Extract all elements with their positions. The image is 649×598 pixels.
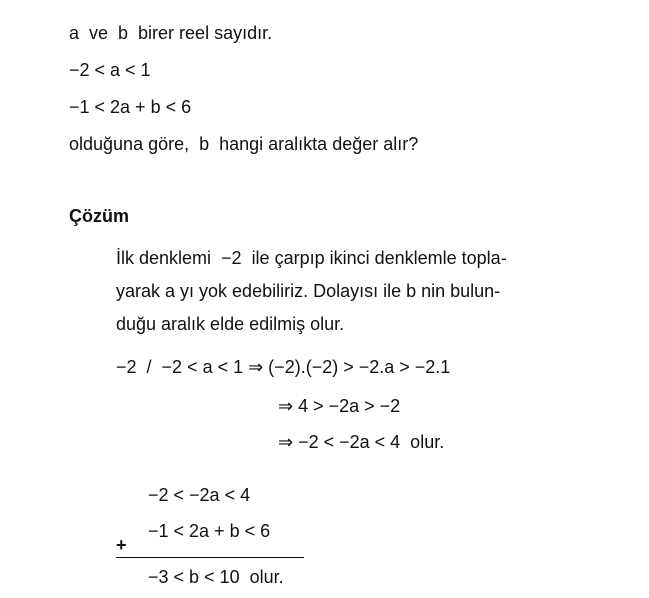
problem-line-1: a ve b birer reel sayıdır. (69, 23, 273, 43)
equation-step-3: ⇒ −2 < −2a < 4 olur. (278, 432, 445, 452)
solution-paragraph-line-1: İlk denklemi −2 ile çarpıp ikinci denklemle topla- (116, 248, 507, 268)
problem-inequality-2: −1 < 2a + b < 6 (69, 97, 192, 117)
sum-result: −3 < b < 10 olur. (148, 567, 284, 587)
problem-inequality-1: −2 < a < 1 (69, 60, 151, 80)
solution-title: Çözüm (69, 206, 129, 226)
problem-question: olduğuna göre, b hangi aralıkta değer alır? (69, 134, 419, 154)
solution-paragraph-line-3: duğu aralık elde edilmiş olur. (116, 314, 345, 334)
sum-inequality-1: −2 < −2a < 4 (148, 485, 251, 505)
plus-operator: + (116, 535, 127, 555)
sum-inequality-2: −1 < 2a + b < 6 (148, 521, 271, 541)
equation-step-1: −2 / −2 < a < 1 ⇒ (−2).(−2) > −2.a > −2.1 (116, 357, 451, 377)
solution-paragraph-line-2: yarak a yı yok edebiliriz. Dolayısı ile b nin bulun- (116, 281, 501, 301)
sum-divider-line (116, 557, 304, 558)
equation-step-2: ⇒ 4 > −2a > −2 (278, 396, 401, 416)
